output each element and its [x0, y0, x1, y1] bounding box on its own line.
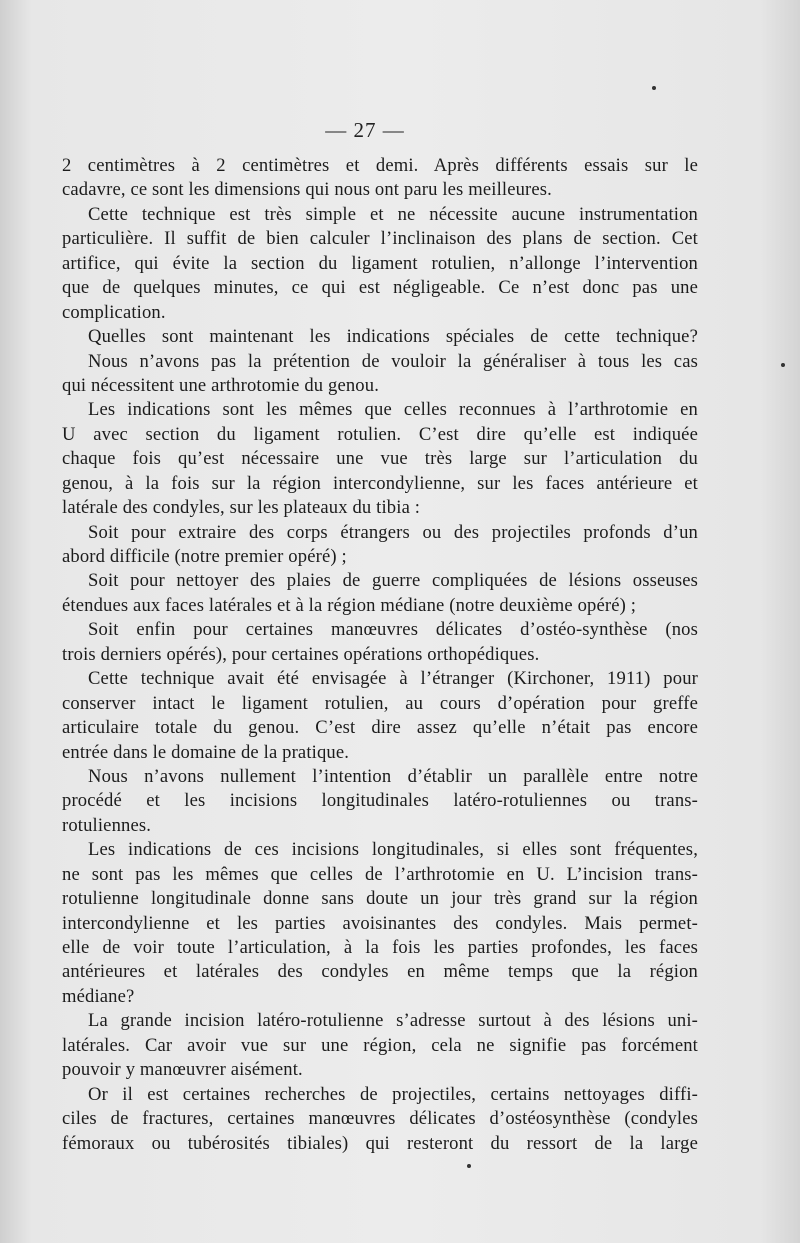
text-line: Les indications sont les mêmes que celles reconnues à l’arthrotomie en [88, 399, 698, 421]
ink-speck [781, 363, 785, 367]
text-line: rotulienne longitudinale donne sans doute un jour très grand sur la région [62, 888, 698, 910]
text-line: Soit enfin pour certaines manœuvres délicates d’ostéo-synthèse (nos [88, 619, 698, 641]
text-line: Nous n’avons nullement l’intention d’établir un parallèle entre notre [88, 765, 698, 787]
text-line: Cette technique avait été envisagée à l’étranger (Kirchoner, 1911) pour [88, 668, 698, 690]
text-line: médiane? [62, 985, 135, 1007]
body-text [62, 154, 698, 1156]
text-line: Soit pour extraire des corps étrangers ou des projectiles profonds d’un [88, 521, 698, 543]
text-line: intercondylienne et les parties avoisinantes des condyles. Mais permet- [62, 912, 698, 934]
text-line: Or il est certaines recherches de projectiles, certains nettoyages diffi- [88, 1083, 698, 1105]
text-line: Soit pour nettoyer des plaies de guerre compliquées de lésions osseuses [88, 570, 698, 592]
text-line: antérieures et latérales des condyles en même temps que la région [62, 961, 698, 983]
text-line: Les indications de ces incisions longitudinales, si elles sont fréquentes, [88, 839, 698, 861]
text-line: entrée dans le domaine de la pratique. [62, 741, 350, 763]
text-line: elle de voir toute l’articulation, à la fois les parties profondes, les faces [62, 937, 698, 958]
ink-speck [467, 1164, 471, 1168]
text-line: latérale des condyles, sur les plateaux du tibia : [62, 497, 421, 519]
text-line: chaque fois qu’est nécessaire une vue très large sur l’articulation du [62, 448, 698, 470]
text-line: cadavre, ce sont les dimensions qui nous ont paru les meilleures. [62, 179, 552, 201]
text-line: conserver intact le ligament rotulien, au cours d’opération pour greffe [62, 692, 698, 714]
text-line: fémoraux ou tubérosités tibiales) qui resteront du ressort de la large [62, 1132, 698, 1154]
text-line: Cette technique est très simple et ne nécessite aucune instrumentation [88, 203, 698, 225]
text-line: particulière. Il suffit de bien calculer l’inclinaison des plans de section. Cet [62, 228, 698, 250]
text-line: qui nécessitent une arthrotomie du genou. [62, 374, 379, 396]
text-line: articulaire totale du genou. C’est dire assez qu’elle n’était pas encore [62, 717, 698, 739]
text-line: procédé et les incisions longitudinales latéro-rotuliennes ou trans- [62, 790, 698, 812]
text-line: ne sont pas les mêmes que celles de l’arthrotomie en U. L’incision trans- [62, 863, 698, 885]
text-line: Nous n’avons pas la prétention de vouloir la généraliser à tous les cas [88, 350, 698, 372]
text-line: U avec section du ligament rotulien. C’est dire qu’elle est indiquée [62, 423, 698, 445]
text-line: trois derniers opérés), pour certaines opérations orthopédiques. [62, 643, 540, 665]
text-line: latérales. Car avoir vue sur une région, cela ne signifie pas forcément [62, 1034, 698, 1056]
text-line: Quelles sont maintenant les indications spéciales de cette technique? [88, 326, 698, 348]
text-line: que de quelques minutes, ce qui est négligeable. Ce n’est donc pas une [62, 277, 698, 299]
text-line: pouvoir y manœuvrer aisément. [62, 1059, 303, 1081]
page-number: — 27 — [325, 118, 405, 142]
text-line: artifice, qui évite la section du ligament rotulien, n’allonge l’intervention [62, 252, 698, 274]
text-line: genou, à la fois sur la région intercondylienne, sur les faces antérieure et [62, 472, 698, 494]
text-line: ciles de fractures, certaines manœuvres délicates d’ostéosynthèse (condyles [62, 1108, 698, 1130]
text-line: complication. [62, 301, 166, 323]
text-line: étendues aux faces latérales et à la région médiane (notre deuxième opéré) ; [62, 594, 637, 616]
text-line: La grande incision latéro-rotulienne s’adresse surtout à des lésions uni- [88, 1010, 698, 1032]
ink-speck [652, 86, 656, 90]
text-line: 2 centimètres à 2 centimètres et demi. Après différents essais sur le [62, 155, 698, 176]
text-line: rotuliennes. [62, 814, 152, 836]
text-line: abord difficile (notre premier opéré) ; [62, 546, 347, 567]
